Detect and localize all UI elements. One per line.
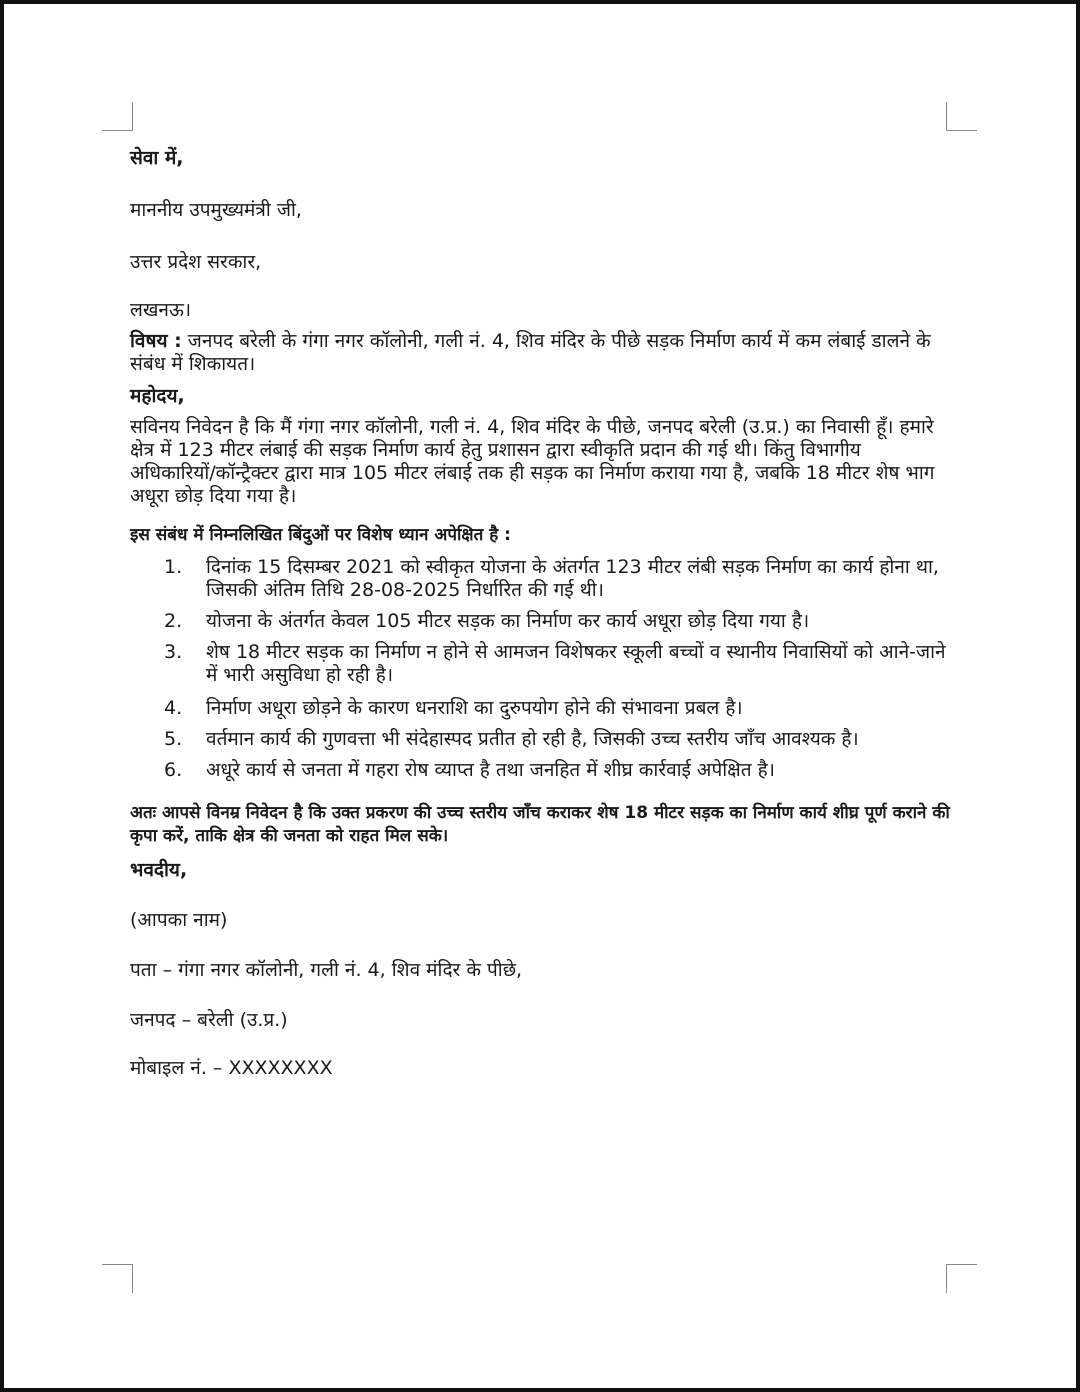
- list-item-number: 2.: [164, 610, 183, 632]
- addressee: माननीय उपमुख्यमंत्री जी,: [130, 199, 302, 221]
- list-item-number: 4.: [164, 697, 183, 719]
- list-item: [130, 641, 950, 687]
- list-item: [130, 759, 950, 782]
- points-list: [130, 556, 950, 790]
- list-item-text: योजना के अंतर्गत केवल 105 मीटर सड़क का निर्माण कर कार्य अधूरा छोड़ दिया गया है।: [206, 610, 810, 632]
- closing: भवदीय,: [130, 859, 188, 881]
- crop-mark-top-right: [946, 102, 977, 131]
- mobile-number: मोबाइल नं. – XXXXXXXX: [130, 1057, 333, 1079]
- list-item-number: 5.: [164, 728, 183, 750]
- list-item-text: शेष 18 मीटर सड़क का निर्माण न होने से आमजन विशेषकर स्कूली बच्चों व स्थानीय निवासियों को आने-जाने में भारी असुविधा हो रही है।: [206, 641, 946, 686]
- list-item: [130, 556, 950, 602]
- list-item-text: अधूरे कार्य से जनता में गहरा रोष व्याप्त है तथा जनहित में शीघ्र कार्रवाई अपेक्षित है।: [206, 759, 775, 781]
- list-item: [130, 728, 950, 751]
- document-page: [8, 8, 1072, 1384]
- salutation-to: सेवा में,: [130, 147, 184, 169]
- list-item: [130, 697, 950, 720]
- crop-mark-top-left: [102, 102, 133, 131]
- subject-text: जनपद बरेली के गंगा नगर कॉलोनी, गली नं. 4, शिव मंदिर के पीछे सड़क निर्माण कार्य में कम लंबाई डालने के संबंध में शिकायत।: [130, 330, 931, 375]
- list-item-number: 3.: [164, 641, 183, 663]
- body-paragraph: सविनय निवेदन है कि मैं गंगा नगर कॉलोनी, गली नं. 4, शिव मंदिर के पीछे, जनपद बरेली (उ.प्र.) का निवासी हूँ। हमारे क्षेत्र में 123 मीटर लंबाई की सड़क निर्माण कार्य हेतु प्रशासन द्वारा स्वीकृति प्रदान की गई थी। किंतु विभागीय अधिकारियों/कॉन्ट्रैक्टर द्वारा मात्र 105 मीटर लंबाई तक ही सड़क का निर्माण कराया गया है, जबकि 18 मीटर शेष भाग अधूरा छोड़ दिया गया है।: [130, 416, 935, 507]
- city: लखनऊ।: [130, 299, 192, 321]
- request-paragraph: अतः आपसे विनम्र निवेदन है कि उक्त प्रकरण की उच्च स्तरीय जाँच कराकर शेष 18 मीटर सड़क का निर्माण कार्य शीघ्र पूर्ण कराने की कृपा करें, ताकि क्षेत्र की जनता को राहत मिल सके।: [130, 803, 950, 846]
- address-line-2: जनपद – बरेली (उ.प्र.): [130, 1009, 288, 1031]
- address-line-1: पता – गंगा नगर कॉलोनी, गली नं. 4, शिव मंदिर के पीछे,: [130, 959, 523, 981]
- list-item: [130, 610, 950, 633]
- points-heading: इस संबंध में निम्नलिखित बिंदुओं पर विशेष ध्यान अपेक्षित है :: [130, 525, 511, 545]
- crop-mark-bottom-left: [102, 1264, 133, 1293]
- list-item-number: 6.: [164, 759, 183, 781]
- list-item-text: वर्तमान कार्य की गुणवत्ता भी संदेहास्पद प्रतीत हो रही है, जिसकी उच्च स्तरीय जाँच आवश्यक है।: [206, 728, 859, 750]
- list-item-text: दिनांक 15 दिसम्बर 2021 को स्वीकृत योजना के अंतर्गत 123 मीटर लंबी सड़क निर्माण का कार्य होना था, जिसकी अंतिम तिथि 28-08-2025 निर्धारित की गई थी।: [206, 556, 939, 601]
- subject-label: विषय :: [130, 330, 182, 352]
- sender-name: (आपका नाम): [130, 909, 228, 931]
- crop-mark-bottom-right: [946, 1264, 977, 1293]
- list-item-text: निर्माण अधूरा छोड़ने के कारण धनराशि का दुरुपयोग होने की संभावना प्रबल है।: [206, 697, 743, 719]
- government: उत्तर प्रदेश सरकार,: [130, 251, 262, 273]
- subject: [130, 330, 950, 376]
- list-item-number: 1.: [164, 556, 183, 578]
- greeting: महोदय,: [130, 385, 185, 407]
